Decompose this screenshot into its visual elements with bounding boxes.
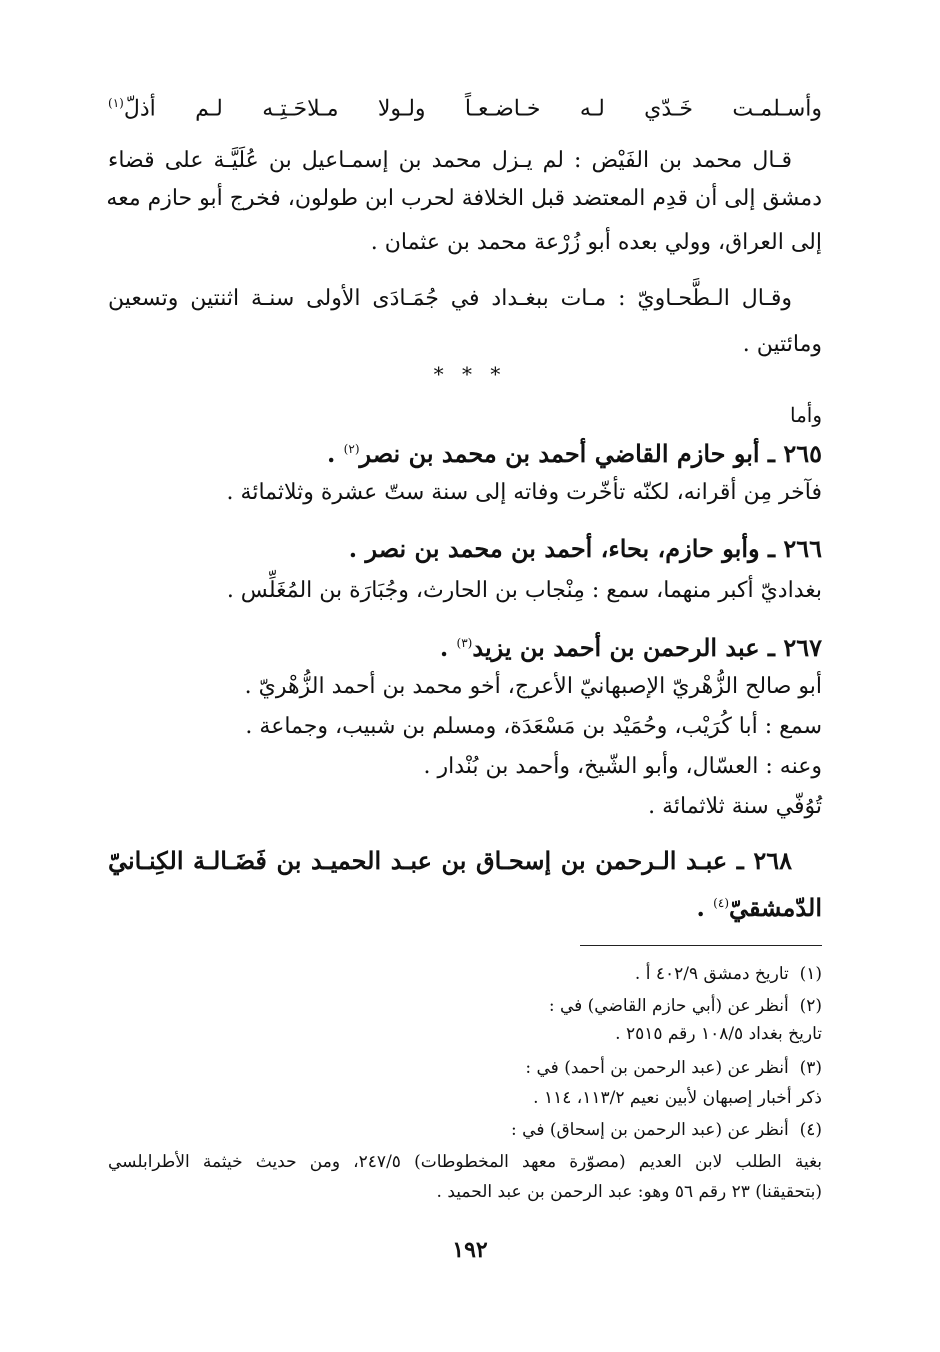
footnote-line: (بتحقيقنا) ٢٣ رقم ٥٦ وهو: عبد الرحمن بن عبد الحميد . [436,1182,822,1202]
section-separator: * * * [433,362,507,386]
entry-heading-266: ٢٦٦ ـ وأبو حازم، بحاء، أحمد بن محمد بن نصر . [348,534,822,563]
footnote-divider [580,945,822,946]
footnote-line: تاريخ بغداد ١٠٨/٥ رقم ٢٥١٥ . [615,1024,822,1044]
entry-line: سمع : أبا كُرَيْب، وحُمَيْد بن مَسْعَدَة، ومسلم بن شبيب، وجماعة . [245,714,822,739]
paragraph-line: وقـال الـطَّحـاويّ : مـات ببغـداد في جُمَـادَى الأولى سنـة اثنتين وتسعين [108,286,792,311]
footnote-4: (٤) أنظر عن (عبد الرحمن بن إسحاق) في : [511,1120,822,1140]
footnote-2: (٢) أنظر عن (أبي حازم القاضي) في : [548,996,822,1016]
footnote-marker-2: (٢) [343,442,360,456]
footnote-marker-3: (٣) [456,636,473,650]
entry-heading-267: ٢٦٧ ـ عبد الرحمن بن أحمد بن يزيد$^{(٣)}$ . [439,633,822,662]
entry-line: أبو صالح الزُّهْريّ الإصبهانيّ الأعرج، أخو محمد بن أحمد الزُّهْريّ . [244,674,822,699]
entry-line: وعنه : العسّال، وأبو الشّيخ، وأحمد بن بُنْدار . [423,754,822,779]
entry-heading-268: ٢٦٨ ـ عبـد الـرحمن بن إسحـاق بن عبـد الحميـد بن فَضَـالـة الكِنـانيّ [108,846,792,875]
entry-line: تُوُفّي سنة ثلاثمائة . [648,794,822,819]
footnote-1: (١) تاريخ دمشق ٤٠٢/٩ أ . [634,964,822,984]
footnote-line: ذكر أخبار إصبهان لأبين نعيم ١١٣/٢، ١١٤ . [533,1088,822,1108]
paragraph-line: دمشق إلى أن قدِم المعتضد قبل الخلافة لحرب ابن طولون، فخرج أبو حازم معه [106,186,822,211]
entry-heading-268-cont: الدّمشقيّ$^{(٤)}$ . [696,893,822,922]
intro-word: وأما [789,403,822,427]
paragraph-line: إلى العراق، وولي بعده أبو زُرْعة محمد بن عثمان . [370,230,822,255]
page-number: ١٩٢ [452,1237,488,1263]
footnote-line: بغية الطلب لابن العديم (مصوّرة معهد المخطوطات) ٢٤٧/٥، ومن حديث خيثمة الأطرابلسي [108,1152,823,1172]
entry-line: فآخر مِن أقرانه، لكنّه تأخّرت وفاته إلى سنة ستّ عشرة وثلاثمائة . [226,480,822,505]
poem-verse: وأسـلمـت خَـدّي لـه خـاضـعـاً ولـولا مـلاحَـتِـه لـم أذلّ$^{(١)}$ [108,96,822,122]
paragraph-line: قـال محمد بن الفَيْض : لم يـزل محمد بن إسمـاعيل بن عُلَيَّـة على قضاء [108,148,792,173]
entry-line: بغداديّ أكبر منهما، سمع : مِنْجاب بن الحارث، وجُبَارَة بن المُغَلِّس . [226,578,822,603]
entry-heading-265: ٢٦٥ ـ أبو حازم القاضي أحمد بن محمد بن نصر$^{(٢)}$ . [326,439,822,468]
footnote-marker-4: (٤) [713,896,729,910]
footnote-marker-1: (١) [108,96,124,110]
footnote-3: (٣) أنظر عن (عبد الرحمن بن أحمد) في : [525,1058,822,1078]
paragraph-line: ومائتين . [742,332,822,357]
